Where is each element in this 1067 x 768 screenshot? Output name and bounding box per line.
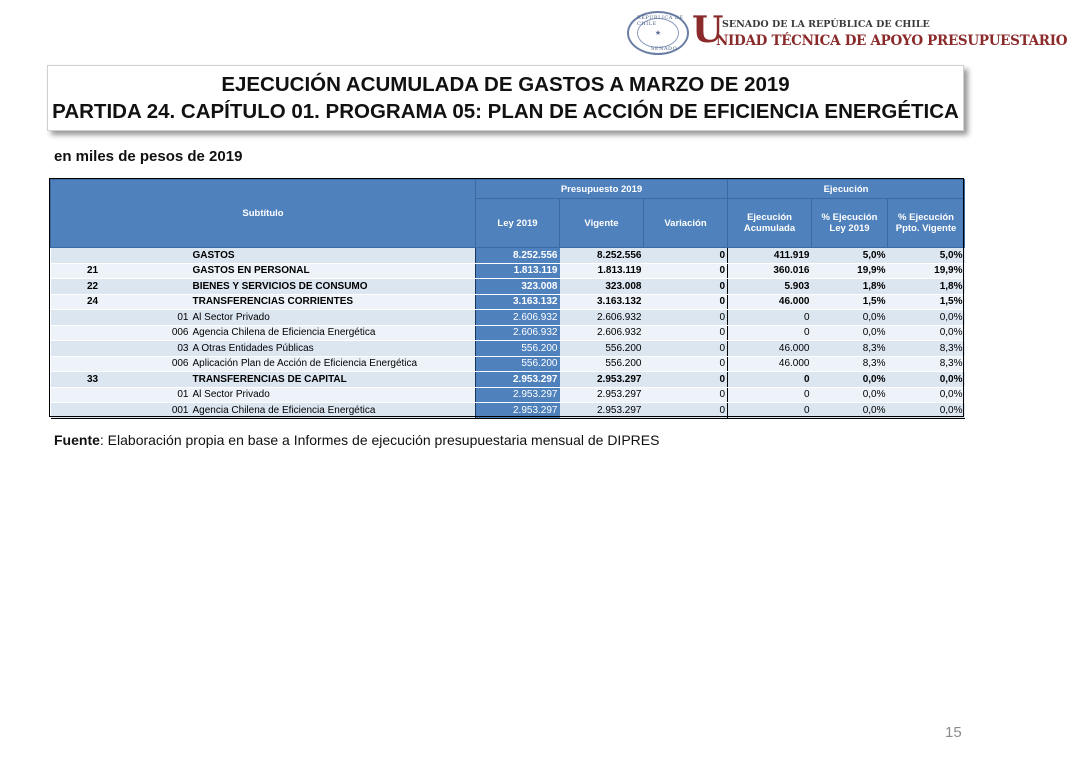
table-row bbox=[51, 372, 965, 388]
cell-pct-ley: 19,9% bbox=[812, 263, 888, 279]
cell-ejecucion-acumulada: 0 bbox=[728, 310, 812, 326]
cell-ley: 556.200 bbox=[476, 356, 560, 372]
title-line-1: EJECUCIÓN ACUMULADA DE GASTOS A MARZO DE 2019 bbox=[221, 73, 790, 96]
source-note bbox=[54, 432, 659, 448]
source-text: : Elaboración propia en base a Informes de ejecución presupuestaria mensual de DIPRES bbox=[99, 432, 660, 448]
cell-pct-ley: 8,3% bbox=[812, 341, 888, 357]
cell-pct-ley: 1,8% bbox=[812, 279, 888, 295]
cell-description: TRANSFERENCIAS CORRIENTES bbox=[191, 294, 476, 310]
cell-subtitulo bbox=[51, 310, 135, 326]
table-row bbox=[51, 263, 965, 279]
header-variacion: Variación bbox=[644, 199, 728, 248]
cell-pct-vigente: 19,9% bbox=[888, 263, 965, 279]
cell-pct-ley: 0,0% bbox=[812, 325, 888, 341]
cell-pct-vigente: 1,5% bbox=[888, 294, 965, 310]
cell-description: GASTOS bbox=[191, 248, 476, 264]
cell-ejecucion-acumulada: 0 bbox=[728, 325, 812, 341]
cell-ejecucion-acumulada: 0 bbox=[728, 403, 812, 419]
cell-variacion: 0 bbox=[644, 356, 728, 372]
cell-item bbox=[135, 248, 191, 264]
cell-vigente: 556.200 bbox=[560, 341, 644, 357]
source-label: Fuente bbox=[54, 432, 100, 448]
cell-ejecucion-acumulada: 411.919 bbox=[728, 248, 812, 264]
table-row bbox=[51, 310, 965, 326]
cell-vigente: 3.163.132 bbox=[560, 294, 644, 310]
cell-ley: 2.953.297 bbox=[476, 372, 560, 388]
title-line-2: PARTIDA 24. CAPÍTULO 01. PROGRAMA 05: PLAN DE ACCIÓN DE EFICIENCIA ENERGÉTICA bbox=[52, 100, 959, 123]
cell-ejecucion-acumulada: 0 bbox=[728, 387, 812, 403]
cell-vigente: 2.953.297 bbox=[560, 403, 644, 419]
cell-pct-vigente: 8,3% bbox=[888, 356, 965, 372]
cell-pct-vigente: 0,0% bbox=[888, 387, 965, 403]
cell-description: BIENES Y SERVICIOS DE CONSUMO bbox=[191, 279, 476, 295]
cell-pct-vigente: 8,3% bbox=[888, 341, 965, 357]
cell-ley: 8.252.556 bbox=[476, 248, 560, 264]
cell-subtitulo bbox=[51, 387, 135, 403]
cell-ejecucion-acumulada: 46.000 bbox=[728, 356, 812, 372]
units-subtitle: en miles de pesos de 2019 bbox=[54, 148, 243, 165]
cell-variacion: 0 bbox=[644, 279, 728, 295]
cell-subtitulo: 22 bbox=[51, 279, 135, 295]
cell-vigente: 2.953.297 bbox=[560, 372, 644, 388]
cell-pct-ley: 1,5% bbox=[812, 294, 888, 310]
budget-execution-table bbox=[50, 179, 965, 419]
cell-ley: 2.953.297 bbox=[476, 403, 560, 419]
cell-vigente: 2.606.932 bbox=[560, 325, 644, 341]
cell-item bbox=[135, 279, 191, 295]
cell-variacion: 0 bbox=[644, 341, 728, 357]
cell-ley: 3.163.132 bbox=[476, 294, 560, 310]
cell-subtitulo bbox=[51, 403, 135, 419]
cell-subtitulo bbox=[51, 356, 135, 372]
cell-variacion: 0 bbox=[644, 387, 728, 403]
table-row bbox=[51, 325, 965, 341]
cell-description: GASTOS EN PERSONAL bbox=[191, 263, 476, 279]
cell-ley: 323.008 bbox=[476, 279, 560, 295]
cell-ley: 2.606.932 bbox=[476, 325, 560, 341]
cell-subtitulo bbox=[51, 325, 135, 341]
cell-item: 01 bbox=[135, 310, 191, 326]
cell-description: Aplicación Plan de Acción de Eficiencia Energética bbox=[191, 356, 476, 372]
cell-vigente: 1.813.119 bbox=[560, 263, 644, 279]
cell-pct-ley: 8,3% bbox=[812, 356, 888, 372]
header-ejecucion: Ejecución bbox=[728, 180, 965, 199]
seal-top-text: REPÚBLICA DE CHILE bbox=[637, 15, 684, 27]
logo-initial: U bbox=[692, 9, 724, 51]
cell-item: 006 bbox=[135, 356, 191, 372]
cell-vigente: 556.200 bbox=[560, 356, 644, 372]
cell-variacion: 0 bbox=[644, 248, 728, 264]
cell-description: TRANSFERENCIAS DE CAPITAL bbox=[191, 372, 476, 388]
cell-vigente: 2.953.297 bbox=[560, 387, 644, 403]
cell-item: 006 bbox=[135, 325, 191, 341]
header-ley: Ley 2019 bbox=[476, 199, 560, 248]
table-row bbox=[51, 248, 965, 264]
cell-pct-ley: 0,0% bbox=[812, 403, 888, 419]
logo-unit-text: NIDAD TÉCNICA DE APOYO PRESUPUESTARIO bbox=[716, 33, 1067, 49]
table-row bbox=[51, 279, 965, 295]
cell-variacion: 0 bbox=[644, 263, 728, 279]
cell-ley: 2.953.297 bbox=[476, 387, 560, 403]
cell-ley: 1.813.119 bbox=[476, 263, 560, 279]
cell-item bbox=[135, 372, 191, 388]
header-presupuesto: Presupuesto 2019 bbox=[476, 180, 728, 199]
senado-seal-logo bbox=[627, 11, 689, 55]
cell-pct-vigente: 5,0% bbox=[888, 248, 965, 264]
cell-pct-vigente: 0,0% bbox=[888, 325, 965, 341]
cell-ejecucion-acumulada: 0 bbox=[728, 372, 812, 388]
seal-bottom-text: SENADO bbox=[651, 46, 678, 52]
cell-description: A Otras Entidades Públicas bbox=[191, 341, 476, 357]
table-row bbox=[51, 294, 965, 310]
cell-item: 001 bbox=[135, 403, 191, 419]
table-row bbox=[51, 356, 965, 372]
table-row bbox=[51, 403, 965, 419]
header-pct-ley: % Ejecución Ley 2019 bbox=[812, 199, 888, 248]
cell-item: 03 bbox=[135, 341, 191, 357]
cell-description: Al Sector Privado bbox=[191, 387, 476, 403]
cell-pct-ley: 0,0% bbox=[812, 372, 888, 388]
cell-pct-vigente: 0,0% bbox=[888, 310, 965, 326]
cell-item bbox=[135, 263, 191, 279]
header-vigente: Vigente bbox=[560, 199, 644, 248]
cell-description: Agencia Chilena de Eficiencia Energética bbox=[191, 403, 476, 419]
cell-description: Agencia Chilena de Eficiencia Energética bbox=[191, 325, 476, 341]
cell-vigente: 323.008 bbox=[560, 279, 644, 295]
cell-vigente: 2.606.932 bbox=[560, 310, 644, 326]
cell-pct-vigente: 0,0% bbox=[888, 403, 965, 419]
cell-ley: 2.606.932 bbox=[476, 310, 560, 326]
cell-item: 01 bbox=[135, 387, 191, 403]
cell-ejecucion-acumulada: 46.000 bbox=[728, 341, 812, 357]
cell-pct-ley: 0,0% bbox=[812, 310, 888, 326]
page-number: 15 bbox=[945, 724, 962, 741]
cell-variacion: 0 bbox=[644, 310, 728, 326]
cell-vigente: 8.252.556 bbox=[560, 248, 644, 264]
logo-senado-text: SENADO DE LA REPÚBLICA DE CHILE bbox=[722, 19, 930, 30]
cell-variacion: 0 bbox=[644, 294, 728, 310]
cell-subtitulo: 21 bbox=[51, 263, 135, 279]
cell-ley: 556.200 bbox=[476, 341, 560, 357]
cell-variacion: 0 bbox=[644, 372, 728, 388]
cell-subtitulo bbox=[51, 248, 135, 264]
cell-item bbox=[135, 294, 191, 310]
cell-subtitulo: 33 bbox=[51, 372, 135, 388]
header-pct-vigente: % Ejecución Ppto. Vigente bbox=[888, 199, 965, 248]
cell-pct-vigente: 1,8% bbox=[888, 279, 965, 295]
cell-pct-ley: 0,0% bbox=[812, 387, 888, 403]
cell-ejecucion-acumulada: 5.903 bbox=[728, 279, 812, 295]
cell-ejecucion-acumulada: 46.000 bbox=[728, 294, 812, 310]
seal-emblem-icon: ★ bbox=[637, 18, 679, 48]
table-row bbox=[51, 341, 965, 357]
header-subtitulo: Subtítulo bbox=[51, 180, 476, 248]
cell-pct-vigente: 0,0% bbox=[888, 372, 965, 388]
cell-description: Al Sector Privado bbox=[191, 310, 476, 326]
table-row bbox=[51, 387, 965, 403]
cell-variacion: 0 bbox=[644, 325, 728, 341]
cell-variacion: 0 bbox=[644, 403, 728, 419]
cell-ejecucion-acumulada: 360.016 bbox=[728, 263, 812, 279]
cell-pct-ley: 5,0% bbox=[812, 248, 888, 264]
cell-subtitulo bbox=[51, 341, 135, 357]
title-box bbox=[47, 65, 964, 131]
cell-subtitulo: 24 bbox=[51, 294, 135, 310]
header-ejecucion-acumulada: Ejecución Acumulada bbox=[728, 199, 812, 248]
